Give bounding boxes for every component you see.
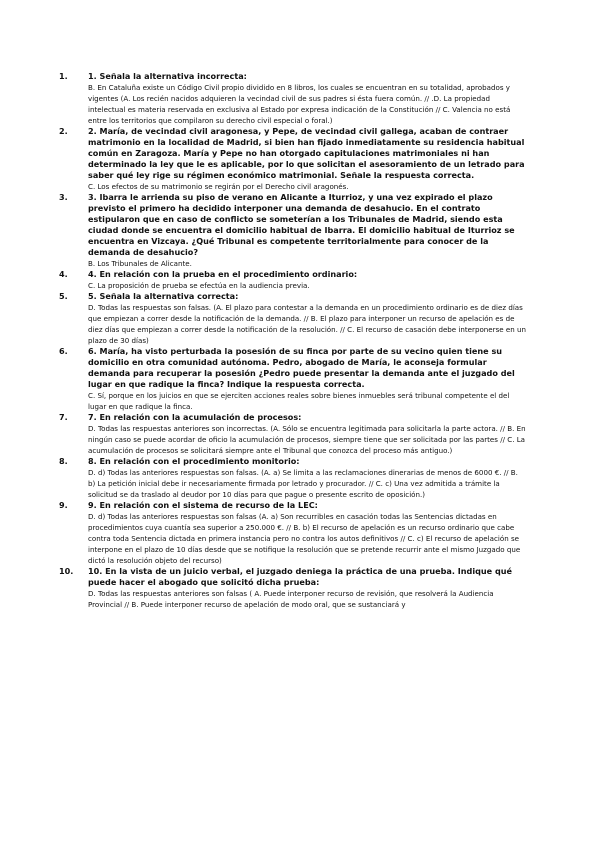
question-number: 4. xyxy=(59,269,68,279)
question-text: 4. En relación con la prueba en el procedimiento ordinario: xyxy=(88,269,358,279)
answer-text: B. En Cataluña existe un Código Civil propio dividido en 8 libros, los cuales se encuentran en su totalidad, aprobados y vigentes (A. Los recién nacidos adquieren la vecindad civil de sus padres si ésta fuera común. // .D. La propiedad intelectual es materia reservada en exclusiva al Estado por expresa indicación de la Constitución // C. Valencia no está entre los territorios que compilaron su derecho civil especial o foral.) xyxy=(88,83,511,125)
question-number: 10. xyxy=(59,566,74,576)
question-text: 5. Señala la alternativa correcta: xyxy=(88,291,239,301)
answer-text: C. Sí, porque en los juicios en que se ejerciten acciones reales sobre bienes inmuebles será tribunal competente el del lugar en que radique la finca. xyxy=(88,391,510,411)
question-text: 6. María, ha visto perturbada la posesión de su finca por parte de su vecino quien tiene su domicilio en otra comunidad autónoma. Pedro, abogado de María, le aconseja formular demanda para recuperar la posesión ¿Pedro puede presentar la demanda ante el juzgado del lugar en que radique la finca? Indique la respuesta correcta. xyxy=(88,346,515,389)
question-number: 5. xyxy=(59,291,68,301)
question-item xyxy=(59,192,526,269)
question-text: 10. En la vista de un juicio verbal, el juzgado deniega la práctica de una prueba. Indique qué puede hacer el abogado que solicitó dicha prueba: xyxy=(88,566,513,587)
question-number: 8. xyxy=(59,456,68,466)
question-item xyxy=(59,126,526,192)
answer-text: D. d) Todas las anteriores respuestas son falsas (A. a) Son recurribles en casación todas las Sentencias dictadas en procedimientos cuya cuantía sea superior a 250.000 €. // B. b) El recurso de apelación es un recurso ordinario que cabe contra toda Sentencia dictada en primera instancia pero no contra los autos definitivos // C. c) El recurso de apelación se interpone en el plazo de 10 días desde que se notifique la resolución que se pretende recurrir ante el mismo Juzgado que dictó la resolución objeto del recurso) xyxy=(88,512,521,565)
question-item xyxy=(59,456,526,500)
question-text: 2. María, de vecindad civil aragonesa, y Pepe, de vecindad civil gallega, acaban de contraer matrimonio en la localidad de Madrid, si bien han fijado inmediatamente su residencia habitual común en Zaragoza. María y Pepe no han otorgado capitulaciones matrimoniales ni han determinado la ley que le es aplicable, por lo que solicitan el asesoramiento de un letrado para saber qué ley rige su régimen económico matrimonial. Señale la respuesta correcta. xyxy=(88,126,525,180)
question-item xyxy=(59,412,526,456)
answer-text: B. Los Tribunales de Alicante. xyxy=(88,259,192,268)
question-text: 7. En relación con la acumulación de procesos: xyxy=(88,412,302,422)
answer-text: D. d) Todas las anteriores respuestas son falsas. (A. a) Se limita a las reclamaciones dinerarias de menos de 6000 €. // B. b) La petición inicial debe ir necesariamente firmada por letrado y procurador. // C. c) Una vez admitida a trámite la solicitud se da traslado al deudor por 10 días para que pague o presente escrito de oposición.) xyxy=(88,468,518,499)
answer-text: D. Todas las respuestas anteriores son falsas ( A. Puede interponer recurso de revisión, que resolverá la Audiencia Provincial // B. Puede interponer recurso de apelación de modo oral, que se sustanciará y xyxy=(88,589,494,609)
question-number: 1. xyxy=(59,71,68,81)
answer-text: D. Todas las respuestas anteriores son incorrectas. (A. Sólo se encuentra legitimada para solicitarla la parte actora. // B. En ningún caso se puede acordar de oficio la acumulación de procesos, siempre tiene que ser solicitada por las partes // C. La acumulación de procesos se solicitará siempre ante el Tribunal que conozca del proceso más antiguo.) xyxy=(88,424,526,455)
answer-text: D. Todas las respuestas son falsas. (A. El plazo para contestar a la demanda en un procedimiento ordinario es de diez días que empiezan a correr desde la notificación de la demanda. // B. El plazo para interponer un recurso de apelación es de diez días que empiezan a correr desde la notificación de la resolución. // C. El recurso de casación debe interponerse en un plazo de 30 días) xyxy=(88,303,527,345)
question-text: 3. Ibarra le arrienda su piso de verano en Alicante a Iturrioz, y una vez expirado el plazo previsto el primero ha decidido interponer una demanda de desahucio. En el contrato estipularon que en caso de conflicto se someterían a los Tribunales de Madrid, siendo esta ciudad donde se encuentra el domicilio habitual de Ibarra. El domicilio habitual de Iturrioz se encuentra en Vizcaya. ¿Qué Tribunal es competente territorialmente para conocer de la demanda de desahucio? xyxy=(88,192,515,257)
question-item xyxy=(59,291,527,346)
answer-text: C. Los efectos de su matrimonio se regirán por el Derecho civil aragonés. xyxy=(88,182,349,191)
question-text: 9. En relación con el sistema de recurso de la LEC: xyxy=(88,500,318,510)
question-item xyxy=(59,346,526,412)
question-text: 1. Señala la alternativa incorrecta: xyxy=(88,71,247,81)
question-item xyxy=(59,71,526,126)
question-item xyxy=(59,500,526,566)
question-item xyxy=(59,566,526,610)
question-number: 3. xyxy=(59,192,68,202)
question-number: 6. xyxy=(59,346,68,356)
question-number: 2. xyxy=(59,126,68,136)
question-item xyxy=(59,269,526,291)
question-number: 7. xyxy=(59,412,68,422)
question-number: 9. xyxy=(59,500,68,510)
question-text: 8. En relación con el procedimiento monitorio: xyxy=(88,456,300,466)
answer-text: C. La proposición de prueba se efectúa en la audiencia previa. xyxy=(88,281,310,290)
question-list xyxy=(59,71,527,610)
